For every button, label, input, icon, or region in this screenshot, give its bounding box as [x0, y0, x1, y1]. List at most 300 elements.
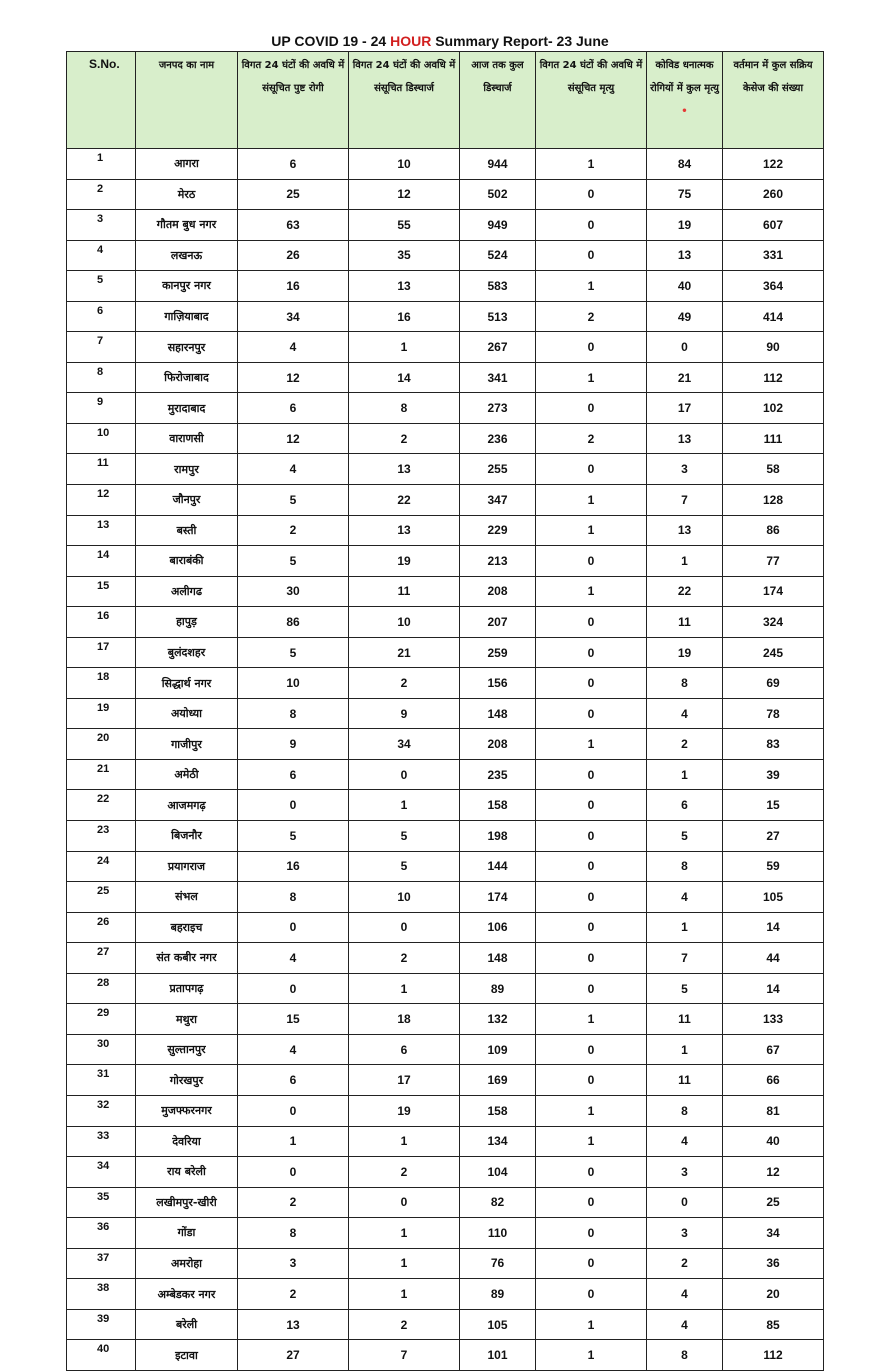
cell-active-cases: 364	[723, 271, 824, 302]
cell-total-deaths: 19	[647, 210, 723, 241]
cell-district: बुलंदशहर	[136, 637, 238, 668]
cell-deaths-24h: 0	[536, 210, 647, 241]
cell-total-discharge: 101	[460, 1340, 536, 1371]
header-positive-24h: विगत 24 घंटों की अवधि में संसूचित पुष्ट रोगी	[238, 52, 349, 149]
cell-deaths-24h: 0	[536, 546, 647, 577]
cell-discharge-24h: 10	[349, 149, 460, 180]
cell-active-cases: 133	[723, 1004, 824, 1035]
cell-active-cases: 607	[723, 210, 824, 241]
cell-discharge-24h: 17	[349, 1065, 460, 1096]
table-row	[67, 240, 824, 271]
cell-active-cases: 25	[723, 1187, 824, 1218]
cell-deaths-24h: 0	[536, 637, 647, 668]
cell-active-cases: 260	[723, 179, 824, 210]
cell-positive-24h: 5	[238, 485, 349, 516]
cell-total-discharge: 513	[460, 301, 536, 332]
table-row	[67, 973, 824, 1004]
cell-active-cases: 39	[723, 759, 824, 790]
cell-district: गाज़ियाबाद	[136, 301, 238, 332]
cell-discharge-24h: 18	[349, 1004, 460, 1035]
cell-sno: 5	[67, 271, 136, 302]
cell-discharge-24h: 0	[349, 1187, 460, 1218]
cell-district: प्रतापगढ़	[136, 973, 238, 1004]
cell-total-discharge: 524	[460, 240, 536, 271]
cell-total-deaths: 13	[647, 515, 723, 546]
cell-district: गाजीपुर	[136, 729, 238, 760]
cell-active-cases: 12	[723, 1157, 824, 1188]
cell-deaths-24h: 0	[536, 1157, 647, 1188]
cell-deaths-24h: 0	[536, 1248, 647, 1279]
cell-district: अमरोहा	[136, 1248, 238, 1279]
cell-active-cases: 128	[723, 485, 824, 516]
header-total-discharge: आज तक कुल डिस्चार्ज	[460, 52, 536, 149]
cell-discharge-24h: 16	[349, 301, 460, 332]
table-row	[67, 790, 824, 821]
cell-active-cases: 40	[723, 1126, 824, 1157]
cell-discharge-24h: 35	[349, 240, 460, 271]
cell-deaths-24h: 0	[536, 179, 647, 210]
cell-deaths-24h: 1	[536, 1095, 647, 1126]
cell-active-cases: 86	[723, 515, 824, 546]
cell-sno: 4	[67, 240, 136, 271]
cell-positive-24h: 4	[238, 943, 349, 974]
header-district: जनपद का नाम	[136, 52, 238, 149]
cell-discharge-24h: 6	[349, 1034, 460, 1065]
cell-positive-24h: 5	[238, 637, 349, 668]
cell-positive-24h: 0	[238, 1157, 349, 1188]
cell-total-discharge: 347	[460, 485, 536, 516]
cell-total-deaths: 4	[647, 1126, 723, 1157]
cell-deaths-24h: 2	[536, 423, 647, 454]
table-row	[67, 179, 824, 210]
cell-positive-24h: 63	[238, 210, 349, 241]
cell-district: देवरिया	[136, 1126, 238, 1157]
cell-discharge-24h: 2	[349, 943, 460, 974]
cell-deaths-24h: 0	[536, 973, 647, 1004]
cell-total-deaths: 17	[647, 393, 723, 424]
cell-total-deaths: 49	[647, 301, 723, 332]
cell-discharge-24h: 1	[349, 973, 460, 1004]
table-row	[67, 576, 824, 607]
cell-total-deaths: 19	[647, 637, 723, 668]
cell-total-deaths: 13	[647, 240, 723, 271]
cell-total-discharge: 158	[460, 790, 536, 821]
table-row	[67, 943, 824, 974]
cell-district: गोंडा	[136, 1218, 238, 1249]
cell-total-discharge: 158	[460, 1095, 536, 1126]
cell-district: प्रयागराज	[136, 851, 238, 882]
cell-district: आजमगढ़	[136, 790, 238, 821]
cell-total-deaths: 2	[647, 1248, 723, 1279]
cell-active-cases: 67	[723, 1034, 824, 1065]
cell-active-cases: 174	[723, 576, 824, 607]
cell-positive-24h: 34	[238, 301, 349, 332]
cell-district: बाराबंकी	[136, 546, 238, 577]
cell-total-discharge: 198	[460, 821, 536, 852]
cell-positive-24h: 16	[238, 271, 349, 302]
cell-sno: 12	[67, 485, 136, 516]
table-row	[67, 362, 824, 393]
cell-total-deaths: 1	[647, 1034, 723, 1065]
cell-deaths-24h: 0	[536, 790, 647, 821]
cell-discharge-24h: 5	[349, 821, 460, 852]
cell-positive-24h: 27	[238, 1340, 349, 1371]
cell-sno: 29	[67, 1004, 136, 1035]
cell-discharge-24h: 13	[349, 515, 460, 546]
cell-total-deaths: 1	[647, 759, 723, 790]
cell-district: बस्ती	[136, 515, 238, 546]
cell-sno: 31	[67, 1065, 136, 1096]
cell-total-deaths: 4	[647, 1279, 723, 1310]
table-row	[67, 912, 824, 943]
cell-positive-24h: 12	[238, 423, 349, 454]
cell-total-discharge: 82	[460, 1187, 536, 1218]
cell-total-deaths: 4	[647, 1309, 723, 1340]
cell-discharge-24h: 1	[349, 332, 460, 363]
table-row	[67, 1095, 824, 1126]
cell-discharge-24h: 13	[349, 271, 460, 302]
cell-total-discharge: 207	[460, 607, 536, 638]
cell-active-cases: 15	[723, 790, 824, 821]
cell-positive-24h: 0	[238, 790, 349, 821]
cell-positive-24h: 0	[238, 912, 349, 943]
cell-sno: 37	[67, 1248, 136, 1279]
cell-total-discharge: 229	[460, 515, 536, 546]
cell-positive-24h: 5	[238, 546, 349, 577]
cell-district: लखनऊ	[136, 240, 238, 271]
cell-active-cases: 112	[723, 362, 824, 393]
cell-positive-24h: 4	[238, 454, 349, 485]
cell-positive-24h: 4	[238, 1034, 349, 1065]
cell-total-discharge: 144	[460, 851, 536, 882]
cell-deaths-24h: 0	[536, 393, 647, 424]
cell-district: लखीमपुर-खीरी	[136, 1187, 238, 1218]
cell-sno: 33	[67, 1126, 136, 1157]
cell-total-discharge: 944	[460, 149, 536, 180]
cell-discharge-24h: 2	[349, 1157, 460, 1188]
cell-deaths-24h: 1	[536, 1309, 647, 1340]
cell-deaths-24h: 0	[536, 882, 647, 913]
cell-total-deaths: 5	[647, 821, 723, 852]
cell-district: सुल्तानपुर	[136, 1034, 238, 1065]
cell-total-deaths: 4	[647, 882, 723, 913]
cell-active-cases: 111	[723, 423, 824, 454]
cell-total-discharge: 106	[460, 912, 536, 943]
cell-positive-24h: 0	[238, 973, 349, 1004]
cell-active-cases: 102	[723, 393, 824, 424]
table-row	[67, 485, 824, 516]
header-total-deaths	[647, 52, 723, 149]
table-row	[67, 668, 824, 699]
table-row	[67, 1309, 824, 1340]
cell-positive-24h: 1	[238, 1126, 349, 1157]
table-row	[67, 1340, 824, 1371]
cell-district: संत कबीर नगर	[136, 943, 238, 974]
cell-sno: 27	[67, 943, 136, 974]
table-row	[67, 423, 824, 454]
cell-total-deaths: 11	[647, 1065, 723, 1096]
header-deaths-24h: विगत 24 घंटों की अवधि में संसूचित मृत्यु	[536, 52, 647, 149]
cell-district: मेरठ	[136, 179, 238, 210]
cell-discharge-24h: 2	[349, 668, 460, 699]
cell-positive-24h: 25	[238, 179, 349, 210]
cell-sno: 2	[67, 179, 136, 210]
table-row	[67, 1248, 824, 1279]
report-title	[0, 33, 880, 49]
cell-sno: 15	[67, 576, 136, 607]
cell-total-discharge: 949	[460, 210, 536, 241]
cell-total-discharge: 235	[460, 759, 536, 790]
cell-sno: 34	[67, 1157, 136, 1188]
cell-positive-24h: 8	[238, 698, 349, 729]
cell-total-discharge: 259	[460, 637, 536, 668]
cell-total-discharge: 208	[460, 576, 536, 607]
cell-district: बहराइच	[136, 912, 238, 943]
table-row	[67, 1004, 824, 1035]
cell-active-cases: 331	[723, 240, 824, 271]
cell-positive-24h: 10	[238, 668, 349, 699]
covid-summary-table	[66, 51, 824, 1371]
cell-discharge-24h: 12	[349, 179, 460, 210]
cell-total-deaths: 21	[647, 362, 723, 393]
cell-positive-24h: 8	[238, 1218, 349, 1249]
cell-active-cases: 85	[723, 1309, 824, 1340]
cell-discharge-24h: 5	[349, 851, 460, 882]
cell-district: अमेठी	[136, 759, 238, 790]
cell-active-cases: 324	[723, 607, 824, 638]
table-row	[67, 515, 824, 546]
cell-active-cases: 34	[723, 1218, 824, 1249]
cell-sno: 17	[67, 637, 136, 668]
cell-sno: 30	[67, 1034, 136, 1065]
red-dot-icon: •	[681, 106, 688, 117]
cell-deaths-24h: 0	[536, 759, 647, 790]
cell-sno: 25	[67, 882, 136, 913]
cell-district: संभल	[136, 882, 238, 913]
cell-district: अम्बेडकर नगर	[136, 1279, 238, 1310]
cell-discharge-24h: 1	[349, 1218, 460, 1249]
table-row	[67, 1034, 824, 1065]
cell-total-discharge: 213	[460, 546, 536, 577]
cell-deaths-24h: 0	[536, 851, 647, 882]
table-row	[67, 759, 824, 790]
cell-positive-24h: 5	[238, 821, 349, 852]
table-row	[67, 821, 824, 852]
cell-district: कानपुर नगर	[136, 271, 238, 302]
cell-active-cases: 245	[723, 637, 824, 668]
cell-sno: 21	[67, 759, 136, 790]
cell-total-discharge: 89	[460, 973, 536, 1004]
title-highlight: HOUR	[390, 33, 432, 49]
table-row	[67, 1279, 824, 1310]
cell-active-cases: 77	[723, 546, 824, 577]
cell-total-deaths: 8	[647, 668, 723, 699]
cell-district: बिजनौर	[136, 821, 238, 852]
cell-discharge-24h: 9	[349, 698, 460, 729]
cell-district: आगरा	[136, 149, 238, 180]
cell-active-cases: 122	[723, 149, 824, 180]
cell-positive-24h: 13	[238, 1309, 349, 1340]
cell-active-cases: 66	[723, 1065, 824, 1096]
cell-total-deaths: 7	[647, 943, 723, 974]
cell-active-cases: 414	[723, 301, 824, 332]
cell-deaths-24h: 1	[536, 362, 647, 393]
cell-active-cases: 81	[723, 1095, 824, 1126]
cell-sno: 32	[67, 1095, 136, 1126]
cell-deaths-24h: 0	[536, 912, 647, 943]
cell-positive-24h: 12	[238, 362, 349, 393]
cell-discharge-24h: 10	[349, 607, 460, 638]
table-row	[67, 332, 824, 363]
cell-active-cases: 14	[723, 973, 824, 1004]
cell-total-discharge: 148	[460, 698, 536, 729]
cell-discharge-24h: 1	[349, 1126, 460, 1157]
cell-district: मुजफ्फरनगर	[136, 1095, 238, 1126]
cell-district: मथुरा	[136, 1004, 238, 1035]
cell-positive-24h: 3	[238, 1248, 349, 1279]
cell-deaths-24h: 0	[536, 332, 647, 363]
cell-total-discharge: 105	[460, 1309, 536, 1340]
cell-total-discharge: 110	[460, 1218, 536, 1249]
cell-total-discharge: 273	[460, 393, 536, 424]
cell-discharge-24h: 10	[349, 882, 460, 913]
cell-positive-24h: 26	[238, 240, 349, 271]
cell-sno: 20	[67, 729, 136, 760]
cell-active-cases: 90	[723, 332, 824, 363]
cell-deaths-24h: 0	[536, 668, 647, 699]
cell-total-discharge: 255	[460, 454, 536, 485]
cell-total-deaths: 4	[647, 698, 723, 729]
cell-positive-24h: 4	[238, 332, 349, 363]
cell-active-cases: 14	[723, 912, 824, 943]
cell-deaths-24h: 0	[536, 1034, 647, 1065]
cell-total-discharge: 156	[460, 668, 536, 699]
cell-district: अयोध्या	[136, 698, 238, 729]
cell-total-deaths: 11	[647, 607, 723, 638]
cell-sno: 1	[67, 149, 136, 180]
cell-district: इटावा	[136, 1340, 238, 1371]
cell-sno: 39	[67, 1309, 136, 1340]
table-row	[67, 698, 824, 729]
table-row	[67, 271, 824, 302]
cell-sno: 35	[67, 1187, 136, 1218]
cell-total-discharge: 208	[460, 729, 536, 760]
cell-sno: 23	[67, 821, 136, 852]
cell-deaths-24h: 1	[536, 1004, 647, 1035]
cell-sno: 3	[67, 210, 136, 241]
cell-total-deaths: 0	[647, 1187, 723, 1218]
cell-total-deaths: 8	[647, 851, 723, 882]
cell-total-discharge: 89	[460, 1279, 536, 1310]
cell-total-deaths: 0	[647, 332, 723, 363]
cell-discharge-24h: 7	[349, 1340, 460, 1371]
table-row	[67, 546, 824, 577]
cell-total-deaths: 3	[647, 1157, 723, 1188]
cell-district: सहारनपुर	[136, 332, 238, 363]
cell-sno: 36	[67, 1218, 136, 1249]
cell-active-cases: 112	[723, 1340, 824, 1371]
cell-active-cases: 59	[723, 851, 824, 882]
cell-district: सिद्धार्थ नगर	[136, 668, 238, 699]
table-row	[67, 637, 824, 668]
cell-discharge-24h: 14	[349, 362, 460, 393]
cell-active-cases: 83	[723, 729, 824, 760]
cell-total-deaths: 11	[647, 1004, 723, 1035]
cell-district: जौनपुर	[136, 485, 238, 516]
cell-deaths-24h: 1	[536, 1340, 647, 1371]
cell-total-discharge: 583	[460, 271, 536, 302]
cell-total-deaths: 1	[647, 546, 723, 577]
table-row	[67, 1126, 824, 1157]
cell-deaths-24h: 0	[536, 1279, 647, 1310]
cell-deaths-24h: 1	[536, 729, 647, 760]
table-row	[67, 851, 824, 882]
cell-positive-24h: 86	[238, 607, 349, 638]
cell-discharge-24h: 55	[349, 210, 460, 241]
cell-total-deaths: 3	[647, 1218, 723, 1249]
cell-deaths-24h: 1	[536, 1126, 647, 1157]
cell-total-discharge: 502	[460, 179, 536, 210]
cell-total-deaths: 5	[647, 973, 723, 1004]
cell-district: गोरखपुर	[136, 1065, 238, 1096]
cell-discharge-24h: 21	[349, 637, 460, 668]
cell-deaths-24h: 1	[536, 149, 647, 180]
cell-deaths-24h: 0	[536, 1065, 647, 1096]
cell-sno: 11	[67, 454, 136, 485]
cell-positive-24h: 6	[238, 149, 349, 180]
cell-positive-24h: 8	[238, 882, 349, 913]
cell-total-discharge: 109	[460, 1034, 536, 1065]
table-row	[67, 393, 824, 424]
header-discharge-24h: विगत 24 घंटों की अवधि में संसूचित डिस्चार्ज	[349, 52, 460, 149]
cell-discharge-24h: 11	[349, 576, 460, 607]
header-active-cases: वर्तमान में कुल सक्रिय केसेज की संख्या	[723, 52, 824, 149]
cell-total-discharge: 267	[460, 332, 536, 363]
cell-sno: 24	[67, 851, 136, 882]
cell-discharge-24h: 2	[349, 1309, 460, 1340]
cell-deaths-24h: 0	[536, 240, 647, 271]
table-row	[67, 454, 824, 485]
cell-total-discharge: 76	[460, 1248, 536, 1279]
cell-total-deaths: 84	[647, 149, 723, 180]
cell-district: अलीगढ	[136, 576, 238, 607]
cell-sno: 28	[67, 973, 136, 1004]
cell-discharge-24h: 0	[349, 759, 460, 790]
cell-active-cases: 69	[723, 668, 824, 699]
cell-sno: 10	[67, 423, 136, 454]
table-row	[67, 1157, 824, 1188]
cell-sno: 26	[67, 912, 136, 943]
cell-active-cases: 105	[723, 882, 824, 913]
cell-sno: 7	[67, 332, 136, 363]
table-row	[67, 1065, 824, 1096]
cell-total-deaths: 13	[647, 423, 723, 454]
cell-deaths-24h: 0	[536, 943, 647, 974]
table-row	[67, 1218, 824, 1249]
table-row	[67, 1187, 824, 1218]
cell-sno: 6	[67, 301, 136, 332]
table-body	[67, 149, 824, 1371]
cell-discharge-24h: 19	[349, 546, 460, 577]
cell-total-deaths: 2	[647, 729, 723, 760]
cell-deaths-24h: 1	[536, 576, 647, 607]
cell-district: गौतम बुध नगर	[136, 210, 238, 241]
cell-total-deaths: 6	[647, 790, 723, 821]
cell-discharge-24h: 34	[349, 729, 460, 760]
cell-total-deaths: 22	[647, 576, 723, 607]
cell-total-discharge: 236	[460, 423, 536, 454]
cell-total-discharge: 134	[460, 1126, 536, 1157]
